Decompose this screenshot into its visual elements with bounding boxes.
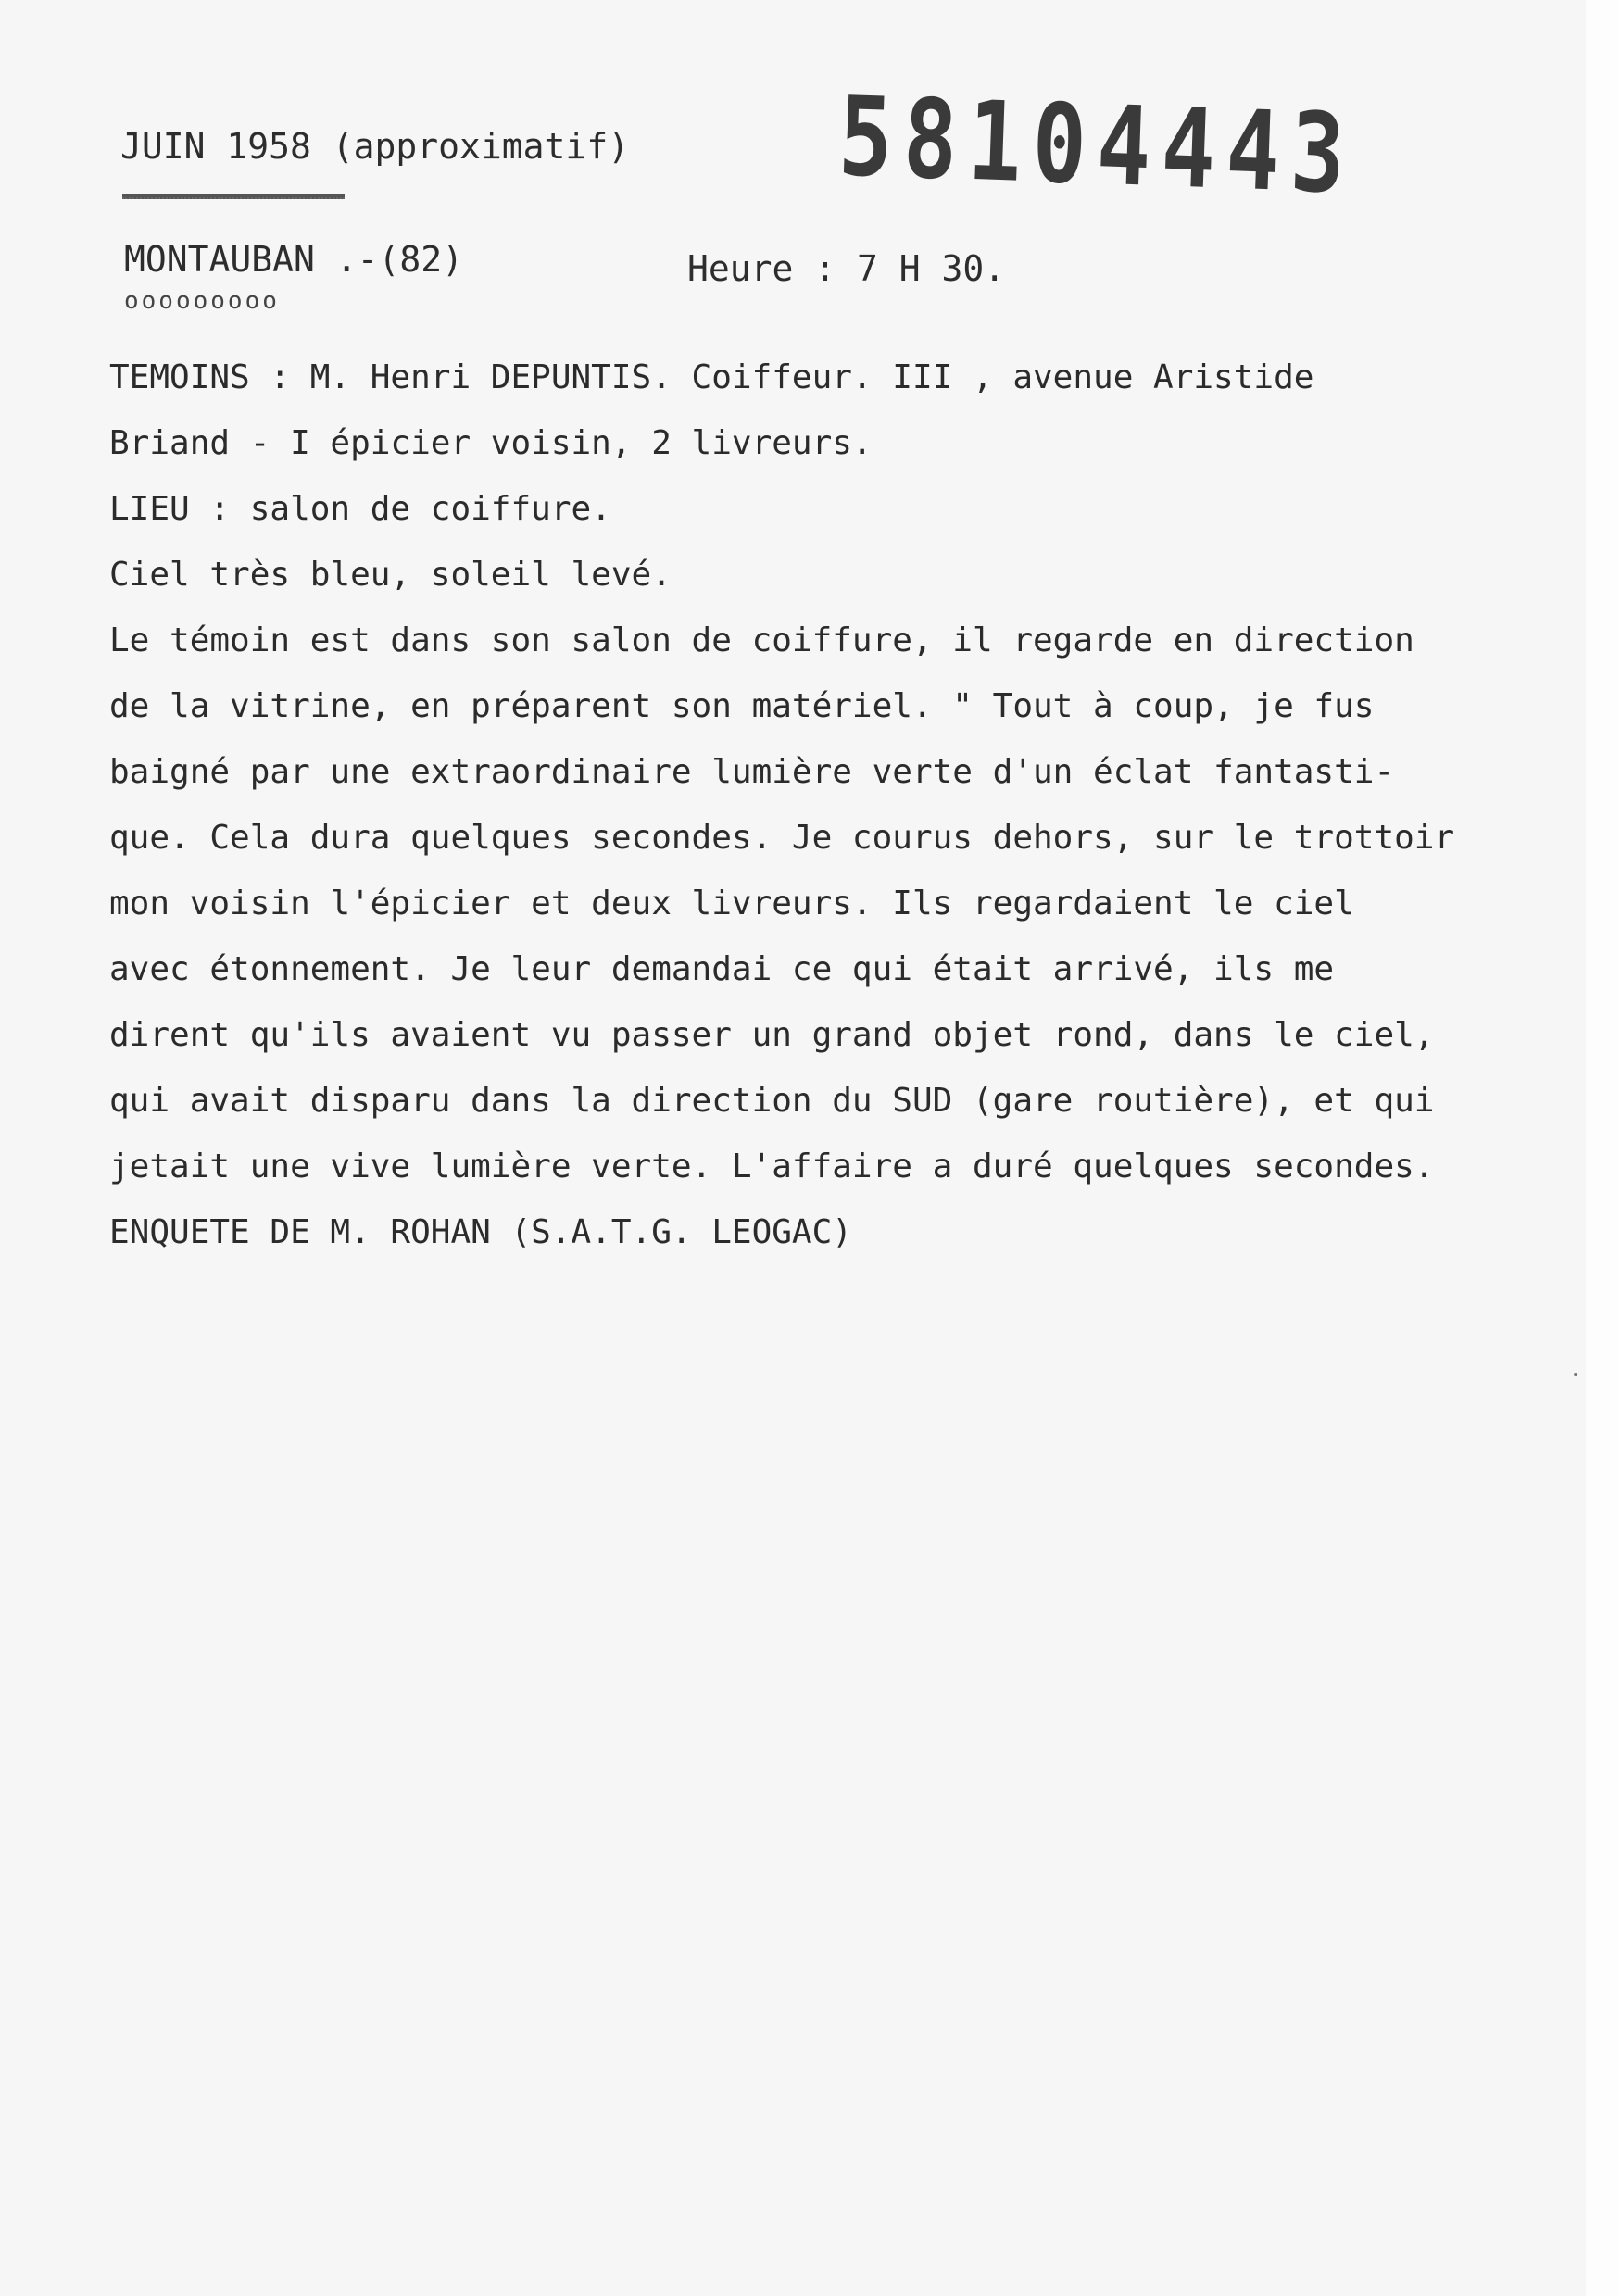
report-line: qui avait disparu dans la direction du SUD (gare routière), et qui bbox=[109, 1082, 1435, 1120]
report-line-sky: Ciel très bleu, soleil levé. bbox=[109, 556, 672, 594]
date-underline bbox=[122, 194, 345, 199]
scan-speck bbox=[1574, 1373, 1577, 1376]
place-underline: ooooooooo bbox=[124, 287, 280, 315]
report-line: dirent qu'ils avaient vu passer un grand objet rond, dans le ciel, bbox=[109, 1016, 1435, 1054]
report-line: jetait une vive lumière verte. L'affaire a duré quelques secondes. bbox=[109, 1148, 1435, 1186]
report-body bbox=[109, 345, 1582, 1265]
report-place: MONTAUBAN .-(82) bbox=[124, 239, 464, 280]
report-date: JUIN 1958 (approximatif) bbox=[120, 126, 630, 167]
report-line: baigné par une extraordinaire lumière verte d'un éclat fantasti- bbox=[109, 753, 1395, 791]
report-line: avec étonnement. Je leur demandai ce qui était arrivé, ils me bbox=[109, 950, 1335, 988]
report-line-location: LIEU : salon de coiffure. bbox=[109, 490, 611, 528]
report-line: de la vitrine, en préparent son matériel. " Tout à coup, je fus bbox=[109, 687, 1375, 725]
report-time: Heure : 7 H 30. bbox=[687, 248, 1006, 289]
archive-number-stamp: 58104443 bbox=[836, 72, 1358, 219]
report-line: mon voisin l'épicier et deux livreurs. Ils regardaient le ciel bbox=[109, 885, 1354, 922]
report-line-witnesses: TEMOINS : M. Henri DEPUNTIS. Coiffeur. III , avenue Aristide bbox=[109, 358, 1314, 396]
report-line: Le témoin est dans son salon de coiffure, il regarde en direction bbox=[109, 621, 1414, 659]
report-line-witnesses-cont: Briand - I épicier voisin, 2 livreurs. bbox=[109, 424, 873, 462]
report-line-investigator: ENQUETE DE M. ROHAN (S.A.T.G. LEOGAC) bbox=[109, 1213, 852, 1251]
report-line: que. Cela dura quelques secondes. Je courus dehors, sur le trottoir bbox=[109, 819, 1455, 857]
